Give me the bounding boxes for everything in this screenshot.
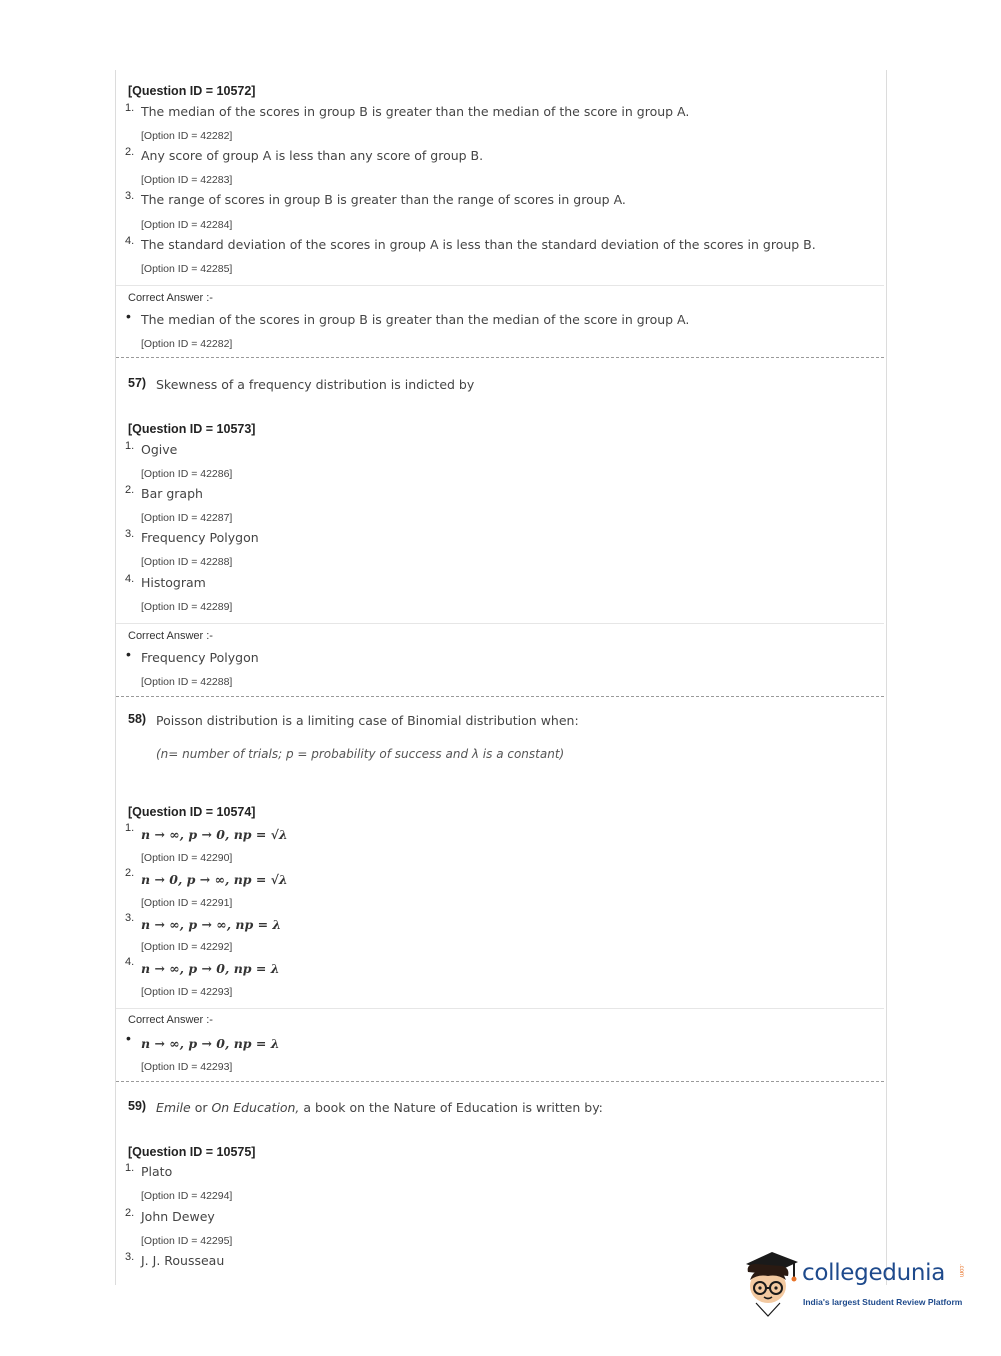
question-id: [Question ID = 10575] — [128, 1145, 256, 1159]
question-separator — [116, 357, 884, 358]
logo-tagline: India's largest Student Review Platform — [803, 1297, 963, 1307]
option-id: [Option ID = 42284] — [141, 219, 233, 231]
option-text: Bar graph — [141, 486, 203, 501]
option-text: Plato — [141, 1164, 173, 1179]
divider — [116, 1008, 884, 1009]
question-text-or: or — [190, 1100, 212, 1115]
logo-dotcom: .com — [958, 1264, 964, 1278]
option-id: [Option ID = 42289] — [141, 601, 233, 613]
option-text: Frequency Polygon — [141, 530, 259, 545]
option-text: The range of scores in group B is greater than the range of scores in group A. — [141, 192, 626, 207]
question-id: [Question ID = 10572] — [128, 84, 256, 98]
option-id: [Option ID = 42285] — [141, 263, 233, 275]
collegedunia-logo — [742, 1250, 972, 1320]
option-number: 2. — [125, 867, 135, 879]
question-separator — [116, 696, 884, 697]
option-text: The standard deviation of the scores in group A is less than the standard deviation of the scores in group B. — [141, 237, 816, 252]
option-text: Ogive — [141, 442, 178, 457]
option-formula: n → 0, p → ∞, np = √λ — [141, 872, 288, 887]
option-id: [Option ID = 42287] — [141, 512, 233, 524]
option-id: [Option ID = 42282] — [141, 130, 233, 142]
option-id: [Option ID = 42293] — [141, 986, 233, 998]
option-number: 4. — [125, 956, 135, 968]
bullet: • — [126, 1030, 131, 1046]
question-number: 59) — [128, 1099, 147, 1113]
correct-answer-label: Correct Answer :- — [128, 1014, 213, 1026]
divider — [116, 285, 884, 286]
option-text: The median of the scores in group B is greater than the median of the score in group A. — [141, 104, 690, 119]
option-number: 1. — [125, 102, 135, 114]
question-text: Skewness of a frequency distribution is indicted by — [156, 377, 475, 392]
correct-answer-label: Correct Answer :- — [128, 630, 213, 642]
correct-answer-formula: n → ∞, p → 0, np = λ — [141, 1036, 280, 1051]
question-number: 57) — [128, 376, 147, 390]
option-id: [Option ID = 42290] — [141, 852, 233, 864]
option-number: 2. — [125, 1207, 135, 1219]
option-text: Any score of group A is less than any score of group B. — [141, 148, 484, 163]
option-id: [Option ID = 42288] — [141, 676, 233, 688]
option-number: 4. — [125, 235, 135, 247]
option-number: 2. — [125, 484, 135, 496]
question-text: Poisson distribution is a limiting case of Binomial distribution when: — [156, 713, 579, 728]
option-number: 1. — [125, 440, 135, 452]
option-number: 3. — [125, 912, 135, 924]
option-number: 3. — [125, 190, 135, 202]
option-number: 4. — [125, 573, 135, 585]
book-title-italic: Emile — [156, 1100, 191, 1115]
logo-wordmark: collegedunia — [802, 1260, 946, 1286]
option-id: [Option ID = 42295] — [141, 1235, 233, 1247]
option-id: [Option ID = 42286] — [141, 468, 233, 480]
correct-answer-label: Correct Answer :- — [128, 292, 213, 304]
question-text — [156, 1100, 603, 1115]
option-id: [Option ID = 42292] — [141, 941, 233, 953]
option-number: 1. — [125, 1162, 135, 1174]
option-text: John Dewey — [141, 1209, 215, 1224]
option-id: [Option ID = 42294] — [141, 1190, 233, 1202]
correct-answer-text: The median of the scores in group B is greater than the median of the score in group A. — [141, 312, 690, 327]
question-separator — [116, 1081, 884, 1082]
divider — [116, 623, 884, 624]
option-formula: n → ∞, p → 0, np = √λ — [141, 827, 288, 842]
student-mascot-icon — [742, 1250, 804, 1320]
option-id: [Option ID = 42288] — [141, 556, 233, 568]
question-id: [Question ID = 10573] — [128, 422, 256, 436]
question-note: (n= number of trials; p = probability of success and λ is a constant) — [156, 747, 565, 761]
bullet: • — [126, 646, 131, 662]
option-id: [Option ID = 42283] — [141, 174, 233, 186]
option-number: 3. — [125, 1251, 135, 1263]
option-number: 2. — [125, 146, 135, 158]
option-formula: n → ∞, p → ∞, np = λ — [141, 917, 282, 932]
question-text-rest: a book on the Nature of Education is written by: — [299, 1100, 603, 1115]
option-text: J. J. Rousseau — [141, 1253, 225, 1268]
option-number: 1. — [125, 822, 135, 834]
option-number: 3. — [125, 528, 135, 540]
bullet: • — [126, 308, 131, 324]
option-id: [Option ID = 42293] — [141, 1061, 233, 1073]
option-formula: n → ∞, p → 0, np = λ — [141, 961, 280, 976]
option-text: Histogram — [141, 575, 206, 590]
option-id: [Option ID = 42291] — [141, 897, 233, 909]
correct-answer-text: Frequency Polygon — [141, 650, 259, 665]
option-id: [Option ID = 42282] — [141, 338, 233, 350]
question-id: [Question ID = 10574] — [128, 805, 256, 819]
book-title-italic: On Education, — [211, 1100, 300, 1115]
question-number: 58) — [128, 712, 147, 726]
